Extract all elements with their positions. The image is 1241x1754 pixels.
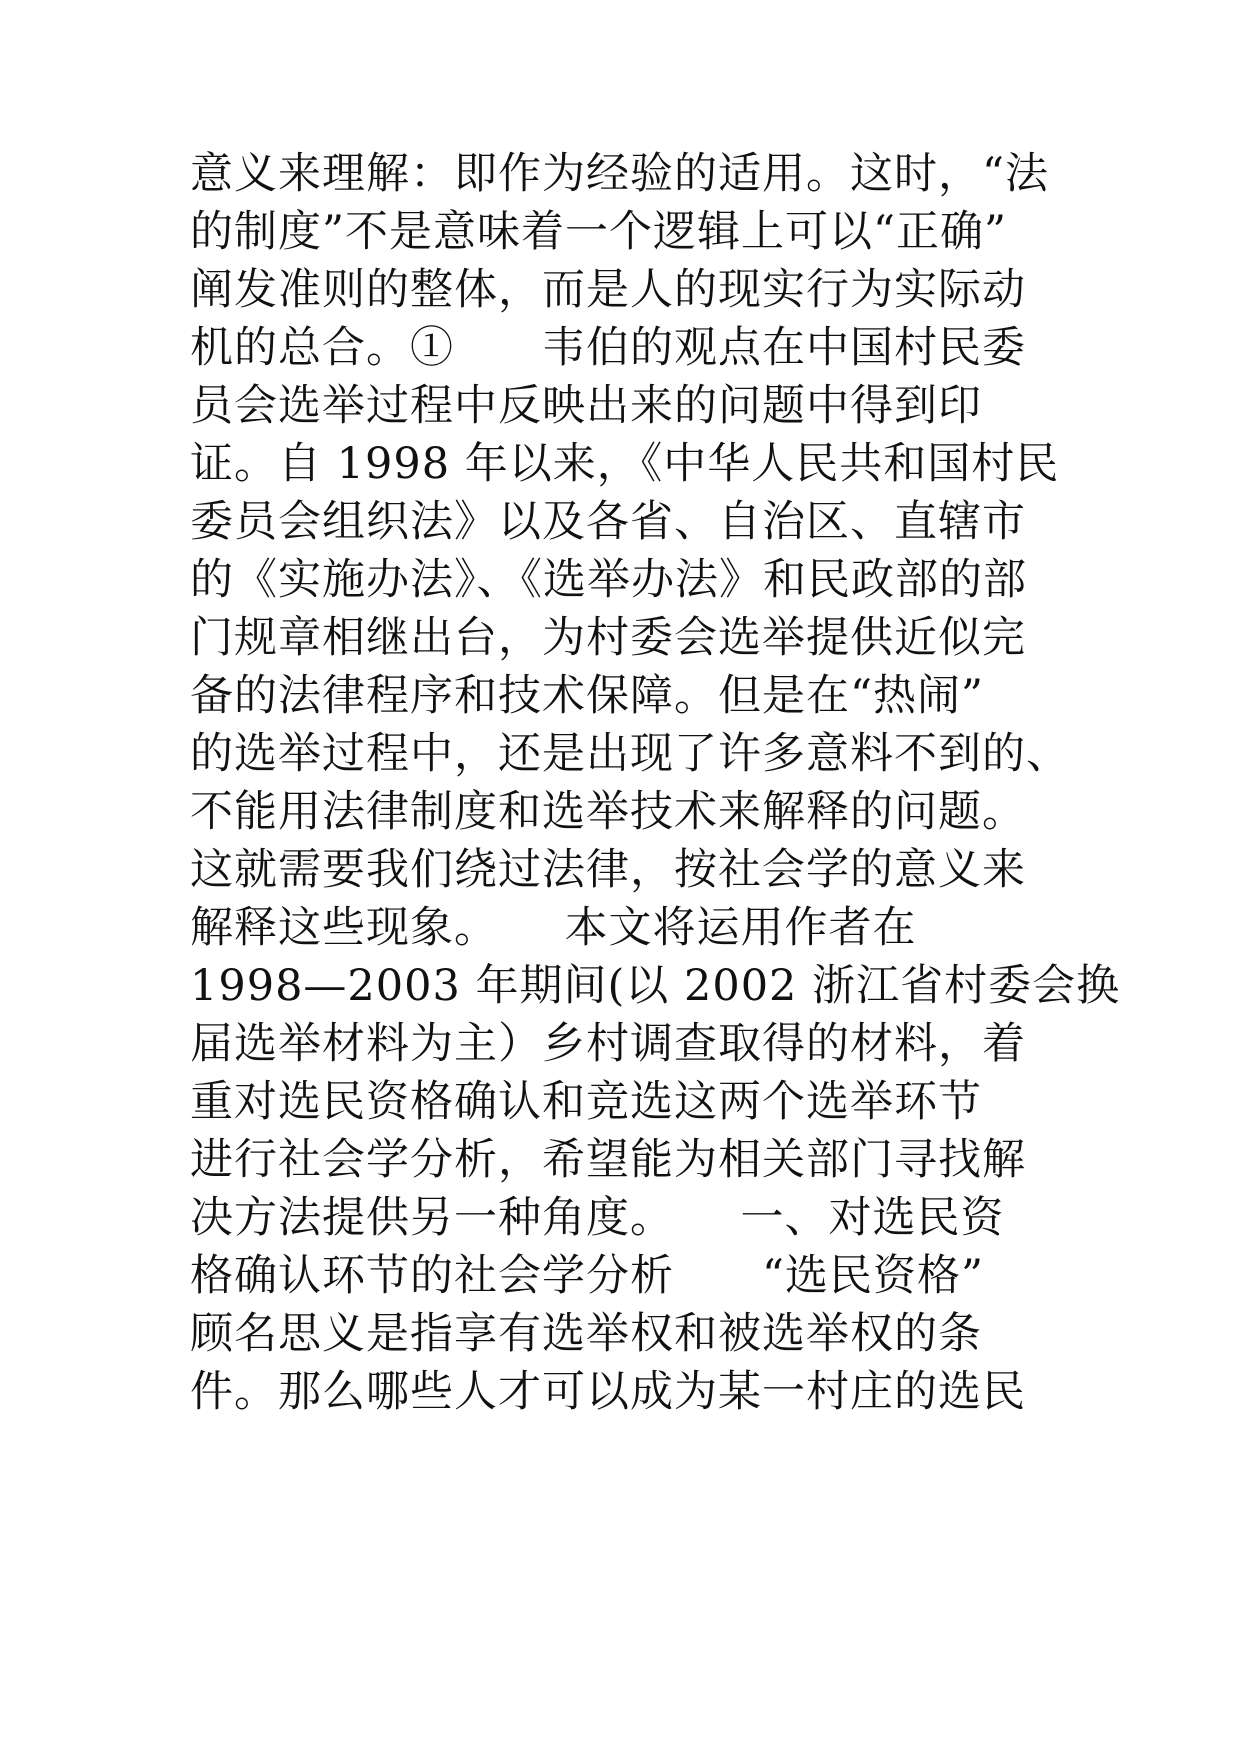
text-line: 门规章相继出台，为村委会选举提供近似完: [190, 613, 1026, 663]
text-line: 重对选民资格确认和竞选这两个选举环节: [190, 1077, 982, 1127]
text-line: 不能用法律制度和选举技术来解释的问题。: [190, 787, 1026, 837]
text-line: 的《实施办法》、《选举办法》和民政部的部: [190, 555, 1027, 605]
text-line: 员会选举过程中反映出来的问题中得到印: [190, 381, 982, 431]
text-line: 机的总合。① 韦伯的观点在中国村民委: [190, 323, 1026, 373]
text-line: 届选举材料为主）乡村调查取得的材料，着: [190, 1019, 1026, 1069]
text-line: 格确认环节的社会学分析 “选民资格”: [190, 1251, 984, 1301]
text-line: 意义来理解：即作为经验的适用。这时，“法: [190, 149, 1049, 199]
text-line: 决方法提供另一种角度。 一、对选民资: [190, 1193, 1005, 1243]
text-line: 委员会组织法》以及各省、自治区、直辖市: [190, 497, 1026, 547]
text-line: 进行社会学分析，希望能为相关部门寻找解: [190, 1135, 1026, 1185]
text-line: 件。那么哪些人才可以成为某一村庄的选民: [190, 1367, 1026, 1417]
text-line: 的制度”不是意味着一个逻辑上可以“正确”: [190, 207, 1007, 257]
text-line: 的选举过程中，还是出现了许多意料不到的、: [190, 729, 1070, 779]
text-line: 解释这些现象。 本文将运用作者在: [190, 903, 917, 953]
text-line: 1998—2003 年期间(以 2002 浙江省村委会换: [190, 961, 1121, 1011]
text-line: 备的法律程序和技术保障。但是在“热闹”: [190, 671, 984, 721]
text-line: 阐发准则的整体，而是人的现实行为实际动: [190, 265, 1026, 315]
text-line: 证。自 1998 年以来，《中华人民共和国村民: [190, 439, 1060, 489]
text-line: 这就需要我们绕过法律，按社会学的意义来: [190, 845, 1026, 895]
text-line: 顾名思义是指享有选举权和被选举权的条: [190, 1309, 982, 1359]
